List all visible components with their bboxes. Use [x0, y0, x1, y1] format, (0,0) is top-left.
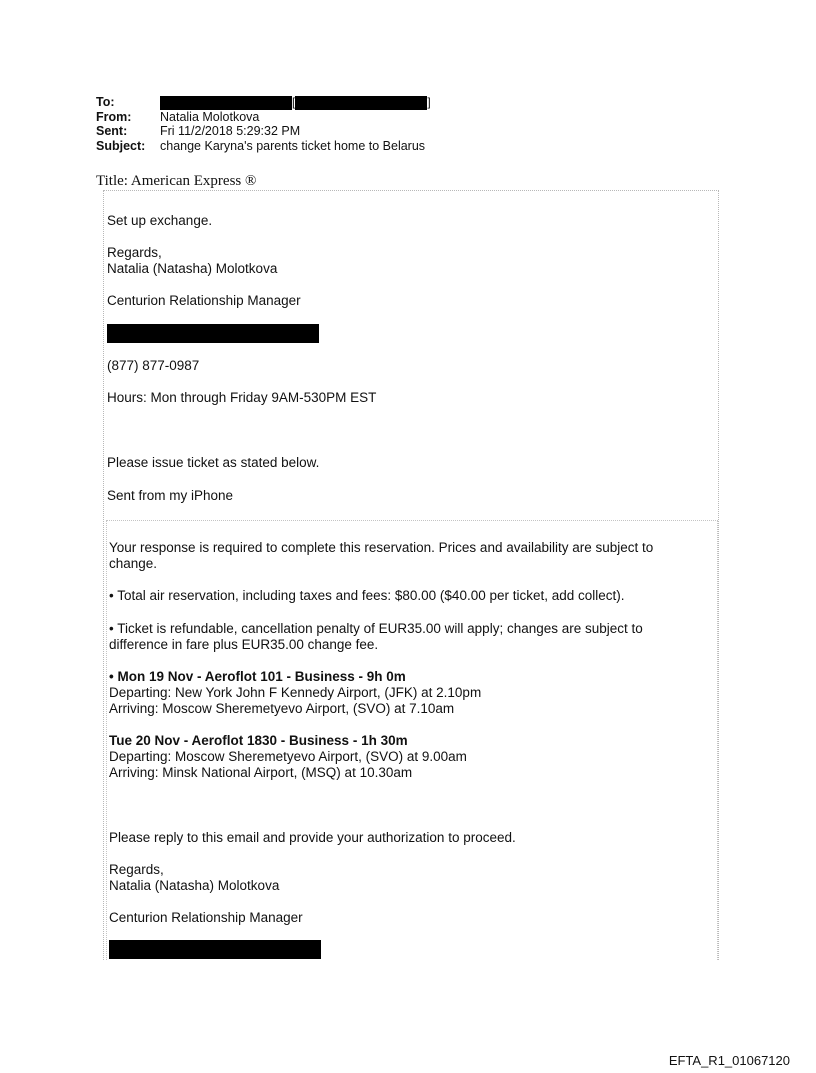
flight-2-departing: Departing: Moscow Sheremetyevo Airport, (SVO) at 9.00am [109, 749, 467, 764]
reply-phone: (877) 877-0987 [107, 358, 200, 373]
redaction-bar [107, 324, 319, 343]
reply-issue-request: Please issue ticket as stated below. [107, 455, 320, 470]
reply-sent-from: Sent from my iPhone [107, 488, 234, 503]
document-id-footer: EFTA_R1_01067120 [668, 1053, 790, 1068]
quoted-intro: Your response is required to complete this reservation. Prices and availability are subject to [109, 540, 654, 555]
quoted-refund-cont: difference in fare plus EUR35.00 change fee. [109, 637, 379, 652]
reply-signature-role: Centurion Relationship Manager [107, 293, 301, 308]
flight-1-title: • Mon 19 Nov - Aeroflot 101 - Business - 9h 0m [109, 669, 406, 684]
flight-2-arriving: Arriving: Minsk National Airport, (MSQ) at 10.30am [109, 765, 413, 780]
reply-hours: Hours: Mon through Friday 9AM-530PM EST [107, 390, 377, 405]
to-row [96, 95, 431, 110]
subject-value: change Karyna's parents ticket home to Belarus [160, 138, 426, 153]
close-bracket: ] [427, 95, 431, 110]
email-header [96, 95, 431, 153]
flight-2-title: Tue 20 Nov - Aeroflot 1830 - Business - 1h 30m [109, 733, 408, 748]
from-value: Natalia Molotkova [160, 109, 260, 124]
quoted-refund: • Ticket is refundable, cancellation penalty of EUR35.00 will apply; changes are subject to [109, 621, 643, 636]
reply-line: Set up exchange. [107, 213, 213, 228]
message-title: Title: American Express ® [96, 173, 257, 189]
quoted-signature-name: Natalia (Natasha) Molotkova [109, 878, 280, 893]
to-value-redacted [160, 95, 431, 110]
subject-row [96, 139, 431, 154]
quoted-signature-role: Centurion Relationship Manager [109, 910, 303, 925]
flight-1-arriving: Arriving: Moscow Sheremetyevo Airport, (SVO) at 7.10am [109, 701, 455, 716]
quoted-regards: Regards, [109, 862, 164, 877]
redaction-bar [295, 96, 427, 110]
sent-row [96, 124, 431, 139]
quoted-reply-prompt: Please reply to this email and provide your authorization to proceed. [109, 830, 516, 845]
redaction-bar [160, 96, 292, 110]
open-bracket: [ [292, 95, 296, 110]
to-label: To: [96, 95, 115, 109]
from-label: From: [96, 109, 132, 124]
quoted-total: • Total air reservation, including taxes and fees: $80.00 ($40.00 per ticket, add collect). [109, 588, 625, 603]
redaction-bar [109, 940, 321, 959]
sent-value: Fri 11/2/2018 5:29:32 PM [160, 124, 301, 139]
flight-1-departing: Departing: New York John F Kennedy Airport, (JFK) at 2.10pm [109, 685, 482, 700]
reply-signature-name: Natalia (Natasha) Molotkova [107, 261, 278, 276]
from-row [96, 110, 431, 125]
reply-regards: Regards, [107, 245, 162, 260]
sent-label: Sent: [96, 124, 128, 139]
subject-label: Subject: [96, 138, 146, 153]
quoted-intro-cont: change. [109, 556, 158, 571]
